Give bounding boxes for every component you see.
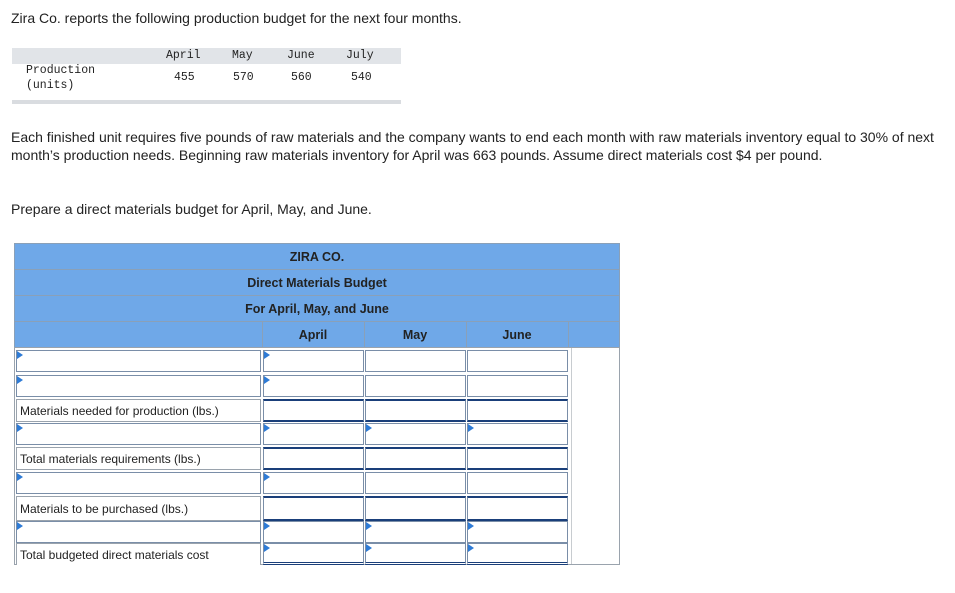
row-label-total-cost xyxy=(16,543,261,565)
column-header-april: April xyxy=(298,328,328,342)
column-header-june: June xyxy=(502,328,532,342)
value-june: 560 xyxy=(291,71,312,84)
month-july: July xyxy=(346,49,374,62)
dropdown-marker-icon xyxy=(17,473,23,481)
materials-purchased-april[interactable] xyxy=(263,496,364,521)
input-april[interactable] xyxy=(263,521,364,543)
materials-purchased-may[interactable] xyxy=(365,496,466,521)
input-marker-icon xyxy=(264,376,270,384)
input-may[interactable] xyxy=(365,472,466,494)
input-april[interactable] xyxy=(263,350,364,372)
input-marker-icon xyxy=(468,522,474,530)
budget-period: For April, May, and June xyxy=(245,302,389,316)
month-may: May xyxy=(232,49,253,62)
total-cost-june[interactable] xyxy=(467,543,568,565)
total-cost-april[interactable] xyxy=(263,543,364,565)
input-marker-icon xyxy=(264,473,270,481)
row-label-input[interactable] xyxy=(16,472,261,494)
input-june[interactable] xyxy=(467,350,568,372)
total-requirements-june[interactable] xyxy=(467,447,568,470)
budget-grid xyxy=(14,347,620,565)
row-label-total-requirements xyxy=(16,447,261,470)
input-june[interactable] xyxy=(467,375,568,397)
total-cost-may[interactable] xyxy=(365,543,466,565)
row-label-materials-needed xyxy=(16,399,261,422)
column-header-may: May xyxy=(402,328,428,342)
dropdown-marker-icon xyxy=(17,424,23,432)
extra-column xyxy=(571,348,620,564)
row-label-text: Materials needed for production (lbs.) xyxy=(20,403,219,418)
row-label-text: Total materials requirements (lbs.) xyxy=(20,451,201,466)
materials-needed-april[interactable] xyxy=(263,399,364,422)
row-label-text: Materials to be purchased (lbs.) xyxy=(20,501,189,516)
value-may: 570 xyxy=(233,71,254,84)
input-marker-icon xyxy=(468,544,474,552)
row-label-input[interactable] xyxy=(16,375,261,397)
value-july: 540 xyxy=(351,71,372,84)
row-label-input[interactable] xyxy=(16,423,261,445)
input-marker-icon xyxy=(366,544,372,552)
intro-text: Zira Co. reports the following production budget for the next four months. xyxy=(11,10,462,26)
input-may[interactable] xyxy=(365,521,466,543)
header-columns-row xyxy=(14,321,620,348)
production-units-label: (units) xyxy=(26,79,75,92)
materials-purchased-june[interactable] xyxy=(467,496,568,521)
row-label-materials-purchased xyxy=(16,496,261,521)
total-requirements-april[interactable] xyxy=(263,447,364,470)
input-april[interactable] xyxy=(263,375,364,397)
input-marker-icon xyxy=(468,424,474,432)
input-marker-icon xyxy=(264,351,270,359)
month-june: June xyxy=(287,49,315,62)
value-april: 455 xyxy=(174,71,195,84)
materials-needed-may[interactable] xyxy=(365,399,466,422)
direct-materials-budget xyxy=(14,243,620,565)
dropdown-marker-icon xyxy=(17,522,23,530)
production-budget-table xyxy=(12,48,401,104)
materials-needed-june[interactable] xyxy=(467,399,568,422)
input-april[interactable] xyxy=(263,423,364,445)
input-marker-icon xyxy=(366,424,372,432)
row-label-text: Total budgeted direct materials cost xyxy=(20,547,209,562)
budget-title: Direct Materials Budget xyxy=(247,276,387,290)
input-june[interactable] xyxy=(467,472,568,494)
input-marker-icon xyxy=(264,522,270,530)
input-marker-icon xyxy=(264,424,270,432)
header-title-row xyxy=(14,269,620,296)
input-may[interactable] xyxy=(365,350,466,372)
instruction-text: Prepare a direct materials budget for April, May, and June. xyxy=(11,201,372,217)
month-april: April xyxy=(166,49,201,62)
column-divider xyxy=(568,322,569,347)
header-period-row xyxy=(14,295,620,322)
input-june[interactable] xyxy=(467,521,568,543)
total-requirements-may[interactable] xyxy=(365,447,466,470)
input-marker-icon xyxy=(264,544,270,552)
header-company-row xyxy=(14,243,620,270)
production-bottom-bar xyxy=(12,100,401,104)
input-may[interactable] xyxy=(365,375,466,397)
input-may[interactable] xyxy=(365,423,466,445)
row-label-input[interactable] xyxy=(16,350,261,372)
production-header-bar xyxy=(12,48,401,64)
input-june[interactable] xyxy=(467,423,568,445)
company-name: ZIRA CO. xyxy=(289,250,345,264)
input-april[interactable] xyxy=(263,472,364,494)
dropdown-marker-icon xyxy=(17,351,23,359)
production-label: Production xyxy=(26,64,96,77)
problem-paragraph: Each finished unit requires five pounds of raw materials and the company wants to end each month with raw materials inventory equal to 30% of next month’s production needs. Beginning raw materials inventory for April was 663 pounds. Assume direct materials cost $4 per pound. xyxy=(11,129,934,163)
row-label-input[interactable] xyxy=(16,521,261,543)
input-marker-icon xyxy=(366,522,372,530)
dropdown-marker-icon xyxy=(17,376,23,384)
